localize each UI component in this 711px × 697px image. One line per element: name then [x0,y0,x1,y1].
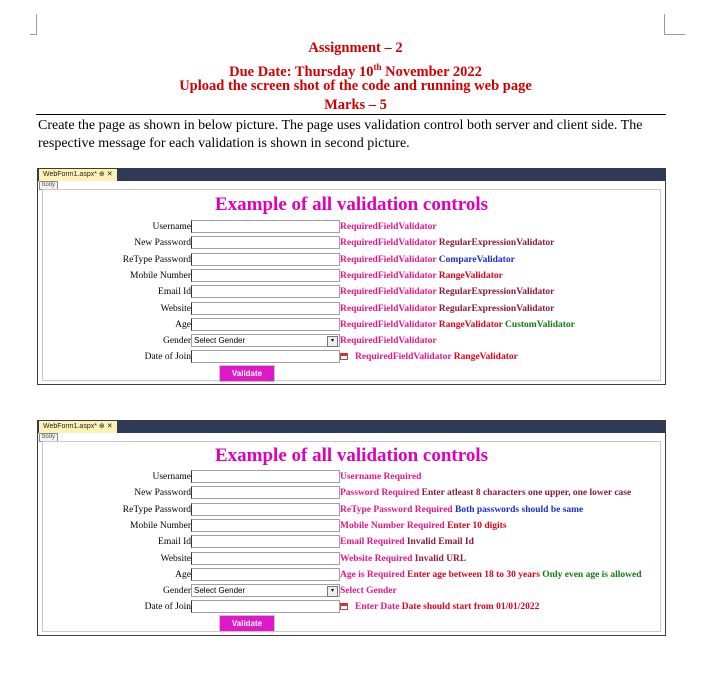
chevron-down-icon[interactable]: ▾ [327,336,338,347]
upload-instruction: Upload the screen shot of the code and running web page [179,78,532,94]
field-label: Mobile Number [130,520,191,531]
pin-icon[interactable]: ⊕ [98,171,105,178]
text-input[interactable] [191,236,340,249]
validation-messages [340,518,507,534]
text-input[interactable] [191,519,340,532]
text-input[interactable] [191,350,340,363]
validation-messages [340,469,421,485]
gender-select[interactable]: Select Gender ▾ [191,584,340,597]
field-label: Date of Join [144,602,191,613]
validation-message: RequiredFieldValidator [340,238,437,249]
form-row [38,502,665,518]
validation-messages [355,599,539,615]
marks: Marks – 5 [324,97,387,113]
validation-message: ReType Password Required [340,504,453,515]
validation-messages [340,485,631,501]
validation-message: RegularExpressionValidator [438,238,555,249]
screenshot-messages [37,420,666,636]
validation-message: Invalid URL [414,553,467,564]
validation-message: CustomValidator [505,319,575,330]
validation-messages [340,583,397,599]
page-heading: Example of all validation controls [214,445,489,466]
validation-message: Enter age between 18 to 30 years [407,569,540,580]
text-input[interactable] [191,285,340,298]
validation-message: RequiredFieldValidator [355,352,452,363]
text-input[interactable] [191,253,340,266]
validation-messages [340,317,575,333]
text-input[interactable] [191,552,340,565]
close-icon[interactable]: ✕ [106,171,113,178]
validation-message: Date should start from 01/01/2022 [401,602,540,613]
validation-message: RequiredFieldValidator [340,287,437,298]
form-row [38,534,665,550]
validation-message: Invalid Email Id [406,537,474,548]
form-row [38,268,665,284]
field-label: Email Id [158,537,191,548]
designer-tab-bar [38,421,665,433]
form-row [38,469,665,485]
due-date: Due Date: Thursday 10th November 2022 [229,62,482,80]
validation-messages [355,349,518,365]
validation-message: Only even age is allowed [542,569,642,580]
designer-tab-bar [38,169,665,181]
text-input[interactable] [191,318,340,331]
field-label: Gender [163,336,191,347]
validation-message: Username Required [340,472,422,482]
validation-message: Enter Date [355,602,400,613]
text-input[interactable] [191,220,340,233]
validation-messages [340,567,642,583]
text-input[interactable] [191,269,340,282]
text-input[interactable] [191,503,340,516]
form-row [38,599,665,615]
crop-mark-top-left [30,14,37,35]
validation-messages [340,219,437,235]
validation-messages [340,502,583,518]
text-input[interactable] [191,486,340,499]
form-row [38,551,665,567]
validation-message: RequiredFieldValidator [340,319,437,330]
form-row [38,235,665,251]
intro-paragraph: Create the page as shown in below picture. The page uses validation control both server and client side. The respective message for each validation is shown in second picture. [38,118,643,151]
field-label: Age [175,569,191,580]
text-input[interactable] [191,600,340,613]
validation-messages [340,268,503,284]
validation-message: RequiredFieldValidator [340,303,437,314]
validation-message: RequiredFieldValidator [340,270,437,281]
validation-message: RangeValidator [453,352,518,363]
validation-messages [340,551,466,567]
field-label: Mobile Number [130,270,191,281]
validation-messages [340,235,554,251]
validation-messages [340,284,554,300]
validate-button[interactable]: Validate [219,365,275,382]
pin-icon[interactable]: ⊕ [98,423,105,430]
validation-message: Enter 10 digits [447,520,507,531]
validation-message: Select Gender [340,586,397,597]
form-row [38,518,665,534]
field-label: Website [160,303,191,314]
validation-messages [340,333,437,349]
form-row [38,333,665,349]
designer-tab[interactable]: WebForm1.aspx* ⊕ ✕ [39,169,117,181]
validation-message: RegularExpressionValidator [438,303,555,314]
header-divider [36,114,666,115]
text-input[interactable] [191,535,340,548]
close-icon[interactable]: ✕ [106,423,113,430]
calendar-icon[interactable] [340,353,348,360]
designer-tab[interactable]: WebForm1.aspx* ⊕ ✕ [39,421,117,433]
chevron-down-icon[interactable]: ▾ [327,586,338,597]
validation-messages [340,301,554,317]
form-row [38,301,665,317]
form-row [38,252,665,268]
gender-select[interactable]: Select Gender ▾ [191,334,340,347]
field-label: New Password [134,238,191,249]
text-input[interactable] [191,568,340,581]
form-row [38,485,665,501]
text-input[interactable] [191,470,340,483]
validation-message: RegularExpressionValidator [438,287,555,298]
calendar-icon[interactable] [340,603,348,610]
validate-button[interactable]: Validate [219,615,275,632]
validation-message: Both passwords should be same [454,504,584,515]
body-tag: body [39,433,58,442]
form-row [38,349,665,365]
validation-message: RangeValidator [438,270,503,281]
validation-message: CompareValidator [438,254,515,265]
validation-message: RequiredFieldValidator [340,336,437,347]
field-label: Gender [163,586,191,597]
validation-message: Website Required [340,553,413,564]
field-label: New Password [134,488,191,499]
validation-message: Email Required [340,537,405,548]
form-row [38,219,665,235]
validation-message: RequiredFieldValidator [340,254,437,265]
field-label: Username [152,222,191,232]
validation-messages [340,252,515,268]
validation-messages [340,534,474,550]
body-tag: body [39,181,58,190]
validation-message: Age is Required [340,569,405,580]
field-label: Age [175,319,191,330]
validation-message: Mobile Number Required [340,520,445,531]
field-label: ReType Password [122,254,191,265]
form-row [38,317,665,333]
screenshot-validators [37,168,666,385]
crop-mark-top-right [664,14,685,35]
validation-message: Password Required [340,488,420,499]
field-label: Date of Join [144,352,191,363]
text-input[interactable] [191,302,340,315]
validation-message: RangeValidator [438,319,503,330]
field-label: Username [152,472,191,482]
field-label: Website [160,553,191,564]
form-row [38,583,665,599]
page-heading: Example of all validation controls [214,194,489,215]
form-row [38,567,665,583]
validation-message: Enter atleast 8 characters one upper, one lower case [421,488,632,499]
field-label: ReType Password [122,504,191,515]
field-label: Email Id [158,287,191,298]
assignment-title: Assignment – 2 [308,40,403,56]
validation-message: RequiredFieldValidator [340,222,437,232]
form-row [38,284,665,300]
